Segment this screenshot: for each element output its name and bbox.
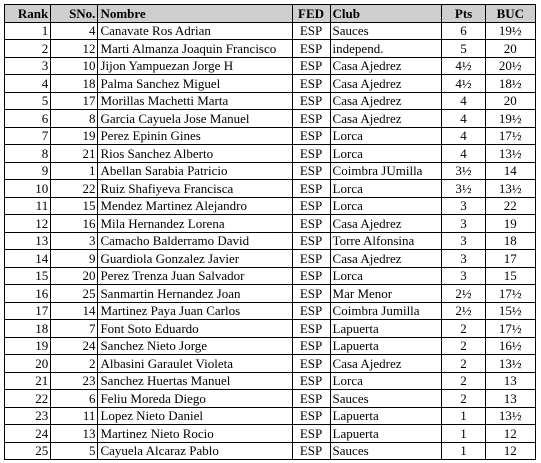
cell-sno: 5 [51,442,98,460]
table-row [5,40,536,58]
cell-sno: 2 [51,355,98,373]
cell-club: Lorca [330,145,442,163]
table-row [5,390,536,408]
cell-buc: 18 [485,232,535,250]
cell-buc: 13½ [485,355,535,373]
header-buc: BUC [485,5,535,23]
cell-fed: ESP [292,22,330,40]
cell-name: Martinez Nieto Rocio [98,425,292,443]
cell-pts: 3 [442,250,485,268]
cell-pts: 4½ [442,75,485,93]
cell-pts: 2 [442,390,485,408]
table-row [5,442,536,460]
cell-rank: 13 [5,232,51,250]
cell-fed: ESP [292,215,330,233]
table-row [5,355,536,373]
cell-rank: 17 [5,302,51,320]
table-row [5,127,536,145]
cell-buc: 17½ [485,320,535,338]
cell-buc: 22 [485,197,535,215]
cell-pts: 4 [442,110,485,128]
cell-sno: 17 [51,92,98,110]
cell-fed: ESP [292,355,330,373]
cell-buc: 12 [485,442,535,460]
cell-name: Lopez Nieto Daniel [98,407,292,425]
table-row [5,232,536,250]
header-pts: Pts [442,5,485,23]
cell-fed: ESP [292,75,330,93]
cell-club: Mar Menor [330,285,442,303]
cell-sno: 1 [51,162,98,180]
table-row [5,215,536,233]
cell-rank: 9 [5,162,51,180]
cell-pts: 2 [442,320,485,338]
cell-pts: 5 [442,40,485,58]
cell-name: Abellan Sarabia Patricio [98,162,292,180]
cell-buc: 20 [485,92,535,110]
cell-club: Casa Ajedrez [330,110,442,128]
cell-buc: 13½ [485,407,535,425]
cell-pts: 2 [442,337,485,355]
cell-rank: 2 [5,40,51,58]
cell-rank: 8 [5,145,51,163]
table-row [5,372,536,390]
cell-fed: ESP [292,40,330,58]
table-row [5,407,536,425]
cell-sno: 22 [51,180,98,198]
cell-name: Morillas Machetti Marta [98,92,292,110]
cell-rank: 11 [5,197,51,215]
cell-fed: ESP [292,197,330,215]
cell-buc: 17½ [485,285,535,303]
cell-buc: 13½ [485,145,535,163]
cell-fed: ESP [292,232,330,250]
cell-club: Casa Ajedrez [330,355,442,373]
cell-club: independ. [330,40,442,58]
cell-sno: 10 [51,57,98,75]
cell-sno: 4 [51,22,98,40]
cell-name: Cayuela Alcaraz Pablo [98,442,292,460]
cell-rank: 21 [5,372,51,390]
cell-club: Casa Ajedrez [330,57,442,75]
cell-club: Sauces [330,390,442,408]
cell-club: Lapuerta [330,337,442,355]
cell-club: Torre Alfonsina [330,232,442,250]
cell-fed: ESP [292,285,330,303]
cell-sno: 13 [51,425,98,443]
cell-club: Sauces [330,442,442,460]
cell-fed: ESP [292,425,330,443]
cell-buc: 13½ [485,180,535,198]
cell-name: Rios Sanchez Alberto [98,145,292,163]
cell-club: Casa Ajedrez [330,75,442,93]
cell-club: Casa Ajedrez [330,250,442,268]
cell-sno: 12 [51,40,98,58]
cell-rank: 6 [5,110,51,128]
table-row [5,337,536,355]
cell-fed: ESP [292,92,330,110]
cell-fed: ESP [292,390,330,408]
cell-sno: 9 [51,250,98,268]
table-row [5,425,536,443]
cell-pts: 2 [442,355,485,373]
table-row [5,250,536,268]
cell-fed: ESP [292,110,330,128]
header-rank: Rank [5,5,51,23]
cell-name: Palma Sanchez Miguel [98,75,292,93]
cell-sno: 11 [51,407,98,425]
cell-buc: 13 [485,372,535,390]
cell-name: Garcia Cayuela Jose Manuel [98,110,292,128]
cell-buc: 20½ [485,57,535,75]
cell-pts: 3½ [442,162,485,180]
cell-fed: ESP [292,320,330,338]
table-row [5,22,536,40]
cell-fed: ESP [292,267,330,285]
cell-sno: 24 [51,337,98,355]
table-row [5,267,536,285]
cell-fed: ESP [292,372,330,390]
table-row [5,110,536,128]
cell-club: Lapuerta [330,407,442,425]
cell-club: Casa Ajedrez [330,215,442,233]
cell-fed: ESP [292,337,330,355]
cell-name: Guardiola Gonzalez Javier [98,250,292,268]
cell-sno: 23 [51,372,98,390]
table-row [5,302,536,320]
cell-fed: ESP [292,162,330,180]
cell-sno: 8 [51,110,98,128]
cell-pts: 2 [442,372,485,390]
cell-rank: 14 [5,250,51,268]
cell-buc: 20 [485,40,535,58]
header-club: Club [330,5,442,23]
cell-name: Sanchez Huertas Manuel [98,372,292,390]
cell-name: Feliu Moreda Diego [98,390,292,408]
cell-fed: ESP [292,180,330,198]
cell-sno: 16 [51,215,98,233]
cell-name: Canavate Ros Adrian [98,22,292,40]
cell-rank: 20 [5,355,51,373]
cell-name: Albasini Garaulet Violeta [98,355,292,373]
cell-sno: 20 [51,267,98,285]
cell-pts: 2½ [442,285,485,303]
table-body [5,22,536,460]
table-header [5,5,536,23]
cell-rank: 10 [5,180,51,198]
cell-sno: 21 [51,145,98,163]
cell-club: Coimbra JUmilla [330,162,442,180]
cell-rank: 1 [5,22,51,40]
cell-pts: 4 [442,92,485,110]
table-row [5,145,536,163]
cell-fed: ESP [292,302,330,320]
cell-pts: 3 [442,267,485,285]
cell-pts: 4½ [442,57,485,75]
table-row [5,180,536,198]
table-row [5,162,536,180]
cell-club: Lorca [330,180,442,198]
cell-sno: 25 [51,285,98,303]
cell-name: Marti Almanza Joaquin Francisco [98,40,292,58]
cell-buc: 17½ [485,127,535,145]
cell-buc: 14 [485,162,535,180]
cell-sno: 18 [51,75,98,93]
cell-name: Sanchez Nieto Jorge [98,337,292,355]
cell-pts: 1 [442,425,485,443]
cell-sno: 6 [51,390,98,408]
cell-name: Camacho Balderramo David [98,232,292,250]
cell-pts: 6 [442,22,485,40]
cell-sno: 15 [51,197,98,215]
cell-sno: 14 [51,302,98,320]
cell-club: Lorca [330,127,442,145]
cell-pts: 3 [442,215,485,233]
cell-name: Ruiz Shafiyeva Francisca [98,180,292,198]
cell-rank: 19 [5,337,51,355]
cell-club: Lapuerta [330,320,442,338]
cell-rank: 16 [5,285,51,303]
cell-sno: 3 [51,232,98,250]
cell-club: Casa Ajedrez [330,92,442,110]
cell-club: Sauces [330,22,442,40]
cell-rank: 18 [5,320,51,338]
cell-rank: 23 [5,407,51,425]
cell-buc: 19½ [485,22,535,40]
cell-buc: 17 [485,250,535,268]
cell-pts: 2½ [442,302,485,320]
cell-buc: 16½ [485,337,535,355]
cell-rank: 25 [5,442,51,460]
cell-rank: 3 [5,57,51,75]
cell-sno: 7 [51,320,98,338]
cell-name: Perez Trenza Juan Salvador [98,267,292,285]
cell-fed: ESP [292,250,330,268]
header-name: Nombre [98,5,292,23]
table-row [5,197,536,215]
table-row [5,92,536,110]
cell-name: Martinez Paya Juan Carlos [98,302,292,320]
cell-sno: 19 [51,127,98,145]
cell-name: Mendez Martinez Alejandro [98,197,292,215]
standings-table [4,4,536,460]
header-row [5,5,536,23]
table-row [5,285,536,303]
cell-buc: 19½ [485,110,535,128]
cell-pts: 4 [442,127,485,145]
cell-fed: ESP [292,442,330,460]
cell-rank: 12 [5,215,51,233]
cell-name: Perez Epinin Gines [98,127,292,145]
cell-name: Font Soto Eduardo [98,320,292,338]
cell-buc: 15½ [485,302,535,320]
cell-pts: 1 [442,442,485,460]
header-sno: SNo. [51,5,98,23]
cell-club: Lapuerta [330,425,442,443]
cell-pts: 3 [442,197,485,215]
cell-buc: 19 [485,215,535,233]
cell-buc: 18½ [485,75,535,93]
cell-pts: 4 [442,145,485,163]
cell-buc: 12 [485,425,535,443]
cell-rank: 15 [5,267,51,285]
cell-name: Jijon Yampuezan Jorge H [98,57,292,75]
cell-fed: ESP [292,127,330,145]
cell-pts: 3 [442,232,485,250]
cell-rank: 4 [5,75,51,93]
header-fed: FED [292,5,330,23]
cell-name: Mila Hernandez Lorena [98,215,292,233]
cell-rank: 24 [5,425,51,443]
cell-fed: ESP [292,407,330,425]
cell-fed: ESP [292,57,330,75]
cell-fed: ESP [292,145,330,163]
cell-buc: 15 [485,267,535,285]
cell-pts: 3½ [442,180,485,198]
cell-rank: 7 [5,127,51,145]
cell-rank: 22 [5,390,51,408]
cell-club: Lorca [330,372,442,390]
cell-club: Lorca [330,197,442,215]
cell-pts: 1 [442,407,485,425]
table-row [5,57,536,75]
table-row [5,75,536,93]
cell-name: Sanmartin Hernandez Joan [98,285,292,303]
table-row [5,320,536,338]
cell-rank: 5 [5,92,51,110]
cell-club: Coimbra Jumilla [330,302,442,320]
cell-buc: 13 [485,390,535,408]
cell-club: Lorca [330,267,442,285]
